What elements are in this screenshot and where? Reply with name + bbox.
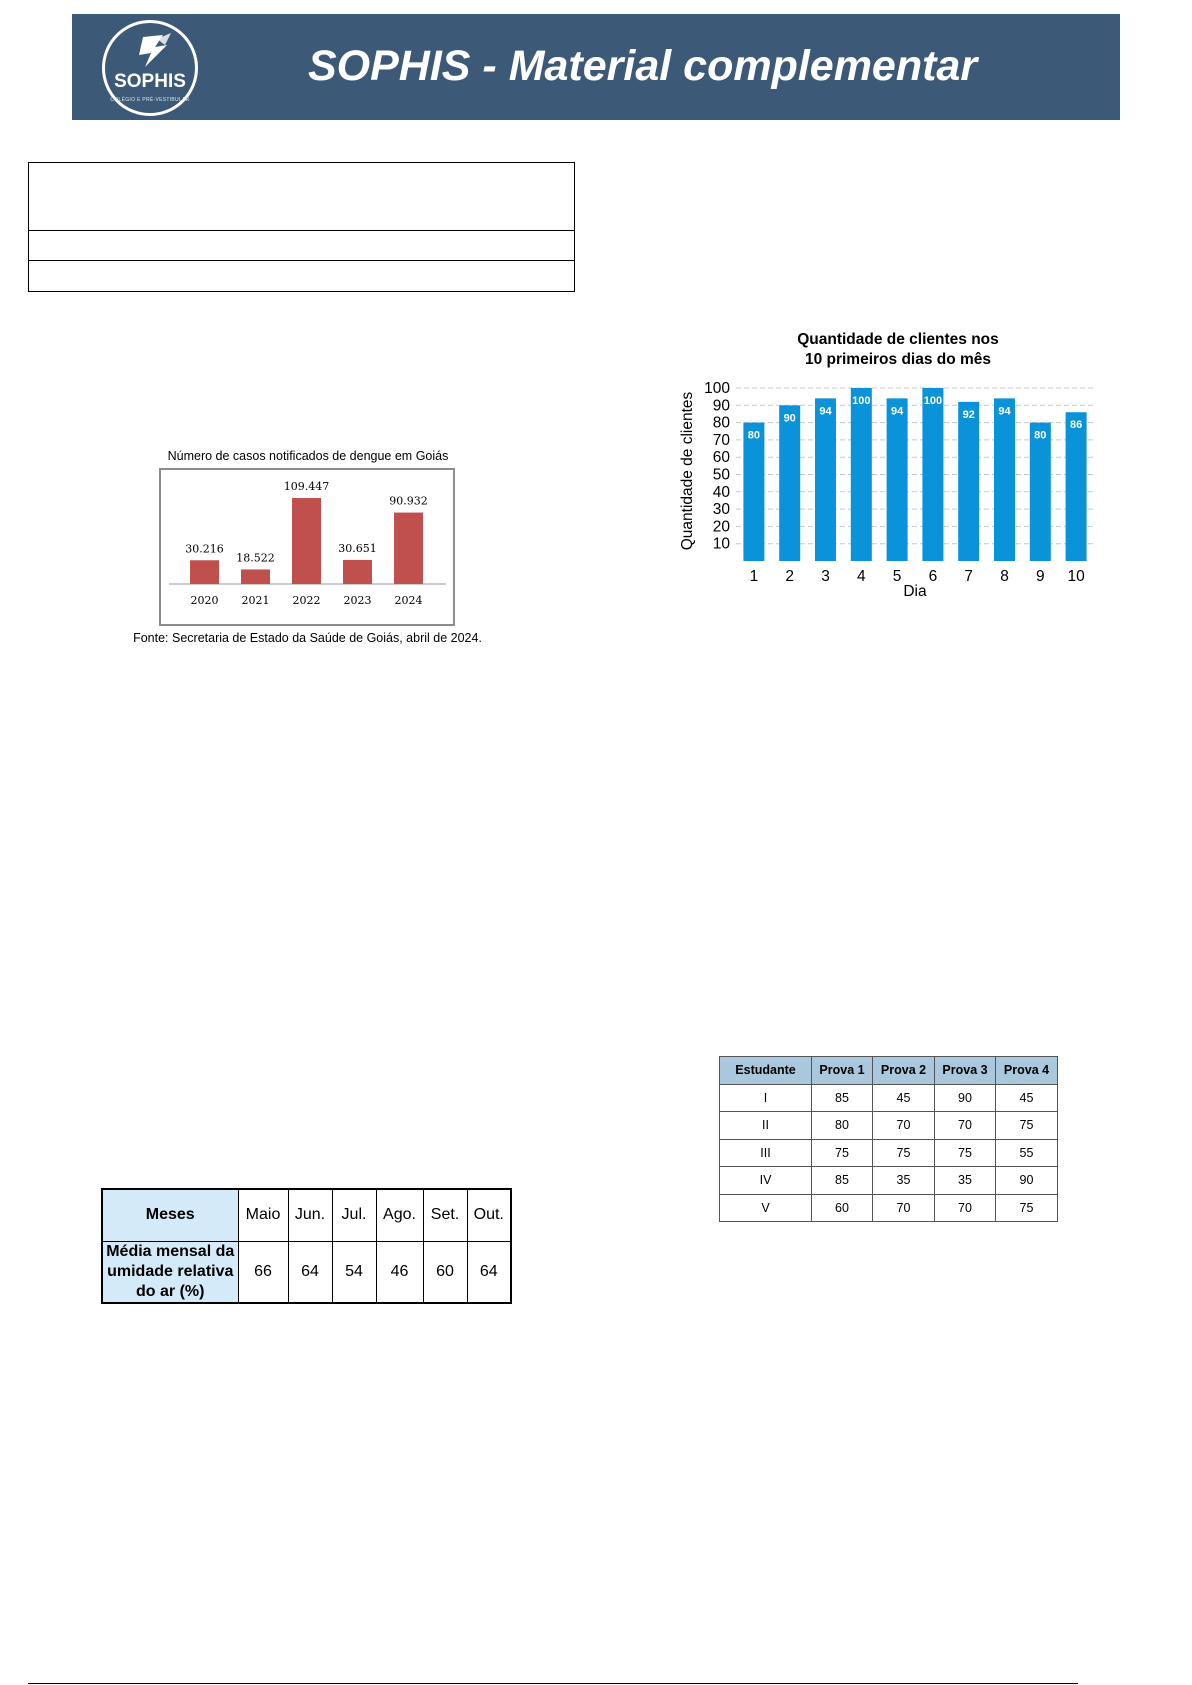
humidity-value: 66 xyxy=(238,1241,288,1303)
clients-chart-title: Quantidade de clientes nos xyxy=(797,331,999,348)
clients-y-tick-label: 20 xyxy=(712,518,730,536)
info-row xyxy=(29,261,574,291)
dengue-chart-source: Fonte: Secretaria de Estado da Saúde de Goiás, abril de 2024. xyxy=(133,631,482,645)
humidity-row-label xyxy=(102,1241,238,1303)
page-title: SOPHIS - Material complementar xyxy=(308,42,978,90)
grades-cell: III xyxy=(720,1139,812,1167)
clients-value-label: 92 xyxy=(962,408,975,421)
clients-y-tick-label: 100 xyxy=(704,380,730,397)
clients-y-tick-label: 70 xyxy=(712,431,730,449)
dengue-bar xyxy=(292,498,321,584)
clients-category-label: 9 xyxy=(1035,568,1045,585)
clients-chart-title: 10 primeiros dias do mês xyxy=(804,351,992,368)
clients-bar xyxy=(779,405,800,561)
dengue-bar xyxy=(190,560,219,584)
clients-value-label: 80 xyxy=(1034,429,1047,442)
dengue-category-label: 2024 xyxy=(394,594,423,607)
clients-value-label: 94 xyxy=(890,405,904,418)
clients-category-label: 6 xyxy=(928,568,938,585)
humidity-month: Out. xyxy=(467,1189,511,1241)
humidity-month: Jul. xyxy=(332,1189,376,1241)
humidity-row-label-line: umidade relativa xyxy=(107,1262,234,1280)
dengue-value-label: 90.932 xyxy=(389,494,428,508)
clients-value-label: 90 xyxy=(783,412,796,425)
clients-bar xyxy=(887,398,908,561)
clients-bar xyxy=(958,402,979,561)
clients-category-label: 3 xyxy=(821,568,830,585)
grades-cell: 35 xyxy=(935,1167,996,1195)
info-row xyxy=(29,231,574,261)
clients-bar xyxy=(743,423,764,561)
clients-y-tick-label: 90 xyxy=(712,397,730,415)
dengue-category-label: 2023 xyxy=(343,594,372,607)
clients-y-tick-label: 10 xyxy=(712,535,730,553)
grades-cell: 70 xyxy=(935,1194,996,1222)
humidity-header-label: Meses xyxy=(102,1189,238,1241)
clients-value-label: 80 xyxy=(747,429,761,442)
clients-category-label: 1 xyxy=(749,568,759,585)
grades-cell: 75 xyxy=(996,1194,1058,1222)
clients-y-tick-label: 40 xyxy=(712,483,730,501)
grades-cell: 85 xyxy=(812,1167,873,1195)
grades-header-cell: Prova 4 xyxy=(996,1057,1058,1085)
dengue-bar xyxy=(241,569,270,584)
grades-cell: 75 xyxy=(935,1139,996,1167)
grades-cell: 55 xyxy=(996,1139,1058,1167)
grades-cell: 85 xyxy=(812,1084,873,1112)
humidity-month: Jun. xyxy=(288,1189,332,1241)
clients-value-label: 94 xyxy=(998,405,1011,418)
dengue-category-label: 2020 xyxy=(190,594,219,607)
grades-cell: 60 xyxy=(812,1194,873,1222)
humidity-value: 46 xyxy=(376,1241,423,1303)
grades-cell: II xyxy=(720,1112,812,1140)
table-row xyxy=(720,1167,1058,1195)
logo-text: SOPHIS xyxy=(114,71,186,92)
clients-bar xyxy=(1066,412,1087,561)
grades-cell: 75 xyxy=(996,1112,1058,1140)
info-row xyxy=(29,163,574,231)
header-banner xyxy=(72,14,1120,120)
clients-bar xyxy=(922,388,943,561)
humidity-value: 64 xyxy=(467,1241,511,1303)
grades-cell: 35 xyxy=(873,1167,935,1195)
dengue-value-label: 30.216 xyxy=(185,542,224,556)
footer-divider xyxy=(28,1683,1078,1684)
grades-header-row xyxy=(720,1057,1058,1085)
dengue-category-label: 2022 xyxy=(292,594,321,607)
humidity-month: Ago. xyxy=(376,1189,423,1241)
grades-header-cell: Prova 2 xyxy=(873,1057,935,1085)
clients-bar xyxy=(1030,423,1051,561)
grades-header-cell: Estudante xyxy=(720,1057,812,1085)
dengue-chart xyxy=(159,468,455,626)
dengue-value-label: 109.447 xyxy=(283,480,330,494)
clients-y-axis-label: Quantidade de clientes xyxy=(679,391,696,551)
clients-y-tick-label: 80 xyxy=(712,414,730,432)
clients-category-label: 5 xyxy=(892,568,902,585)
grades-cell: 75 xyxy=(812,1139,873,1167)
grades-cell: IV xyxy=(720,1167,812,1195)
grades-cell: 80 xyxy=(812,1112,873,1140)
sophis-logo xyxy=(102,20,198,116)
clients-category-label: 2 xyxy=(785,568,795,585)
dengue-bar xyxy=(394,513,423,584)
dengue-chart-title: Número de casos notificados de dengue em Goiás xyxy=(167,449,449,463)
clients-value-label: 100 xyxy=(923,395,943,407)
humidity-month: Maio xyxy=(238,1189,288,1241)
grades-header-cell: Prova 3 xyxy=(935,1057,996,1085)
clients-category-label: 7 xyxy=(964,568,974,585)
grades-cell: 70 xyxy=(873,1194,935,1222)
clients-value-label: 86 xyxy=(1069,419,1083,432)
humidity-row-label-line: Média mensal da xyxy=(106,1242,235,1260)
clients-category-label: 8 xyxy=(1000,568,1009,585)
logo-subtext: COLÉGIO E PRÉ-VESTIBULAR xyxy=(110,97,190,103)
humidity-value: 60 xyxy=(423,1241,467,1303)
clients-y-tick-label: 30 xyxy=(712,501,730,519)
table-row xyxy=(720,1112,1058,1140)
humidity-row-label-line: do ar (%) xyxy=(136,1282,205,1300)
table-row xyxy=(720,1084,1058,1112)
clients-bar xyxy=(815,398,836,561)
clients-bar xyxy=(851,388,872,561)
humidity-table xyxy=(101,1188,512,1304)
dengue-category-label: 2021 xyxy=(241,594,270,607)
grades-cell: I xyxy=(720,1084,812,1112)
grades-table xyxy=(719,1056,1058,1222)
humidity-month: Set. xyxy=(423,1189,467,1241)
student-info-table xyxy=(28,162,575,292)
clients-category-label: 10 xyxy=(1067,568,1085,585)
dengue-chart-svg xyxy=(161,470,453,624)
grades-cell: 90 xyxy=(996,1167,1058,1195)
dengue-bar xyxy=(343,560,372,584)
grades-cell: 45 xyxy=(873,1084,935,1112)
dengue-value-label: 18.522 xyxy=(236,551,275,565)
grades-cell: V xyxy=(720,1194,812,1222)
grades-header-cell: Prova 1 xyxy=(812,1057,873,1085)
clients-y-tick-label: 50 xyxy=(712,466,730,484)
clients-value-label: 100 xyxy=(852,395,871,407)
clients-x-axis-label: Dia xyxy=(903,583,927,600)
grades-cell: 45 xyxy=(996,1084,1058,1112)
humidity-value: 54 xyxy=(332,1241,376,1303)
table-row xyxy=(720,1194,1058,1222)
clients-category-label: 4 xyxy=(856,568,866,585)
table-row xyxy=(720,1139,1058,1167)
grades-cell: 70 xyxy=(935,1112,996,1140)
dengue-value-label: 30.651 xyxy=(338,541,377,555)
clients-bar xyxy=(994,398,1015,561)
clients-y-tick-label: 60 xyxy=(712,449,730,467)
humidity-value: 64 xyxy=(288,1241,332,1303)
grades-cell: 70 xyxy=(873,1112,935,1140)
clients-value-label: 94 xyxy=(819,405,832,418)
grades-cell: 75 xyxy=(873,1139,935,1167)
grades-cell: 90 xyxy=(935,1084,996,1112)
clients-chart xyxy=(676,326,1096,606)
